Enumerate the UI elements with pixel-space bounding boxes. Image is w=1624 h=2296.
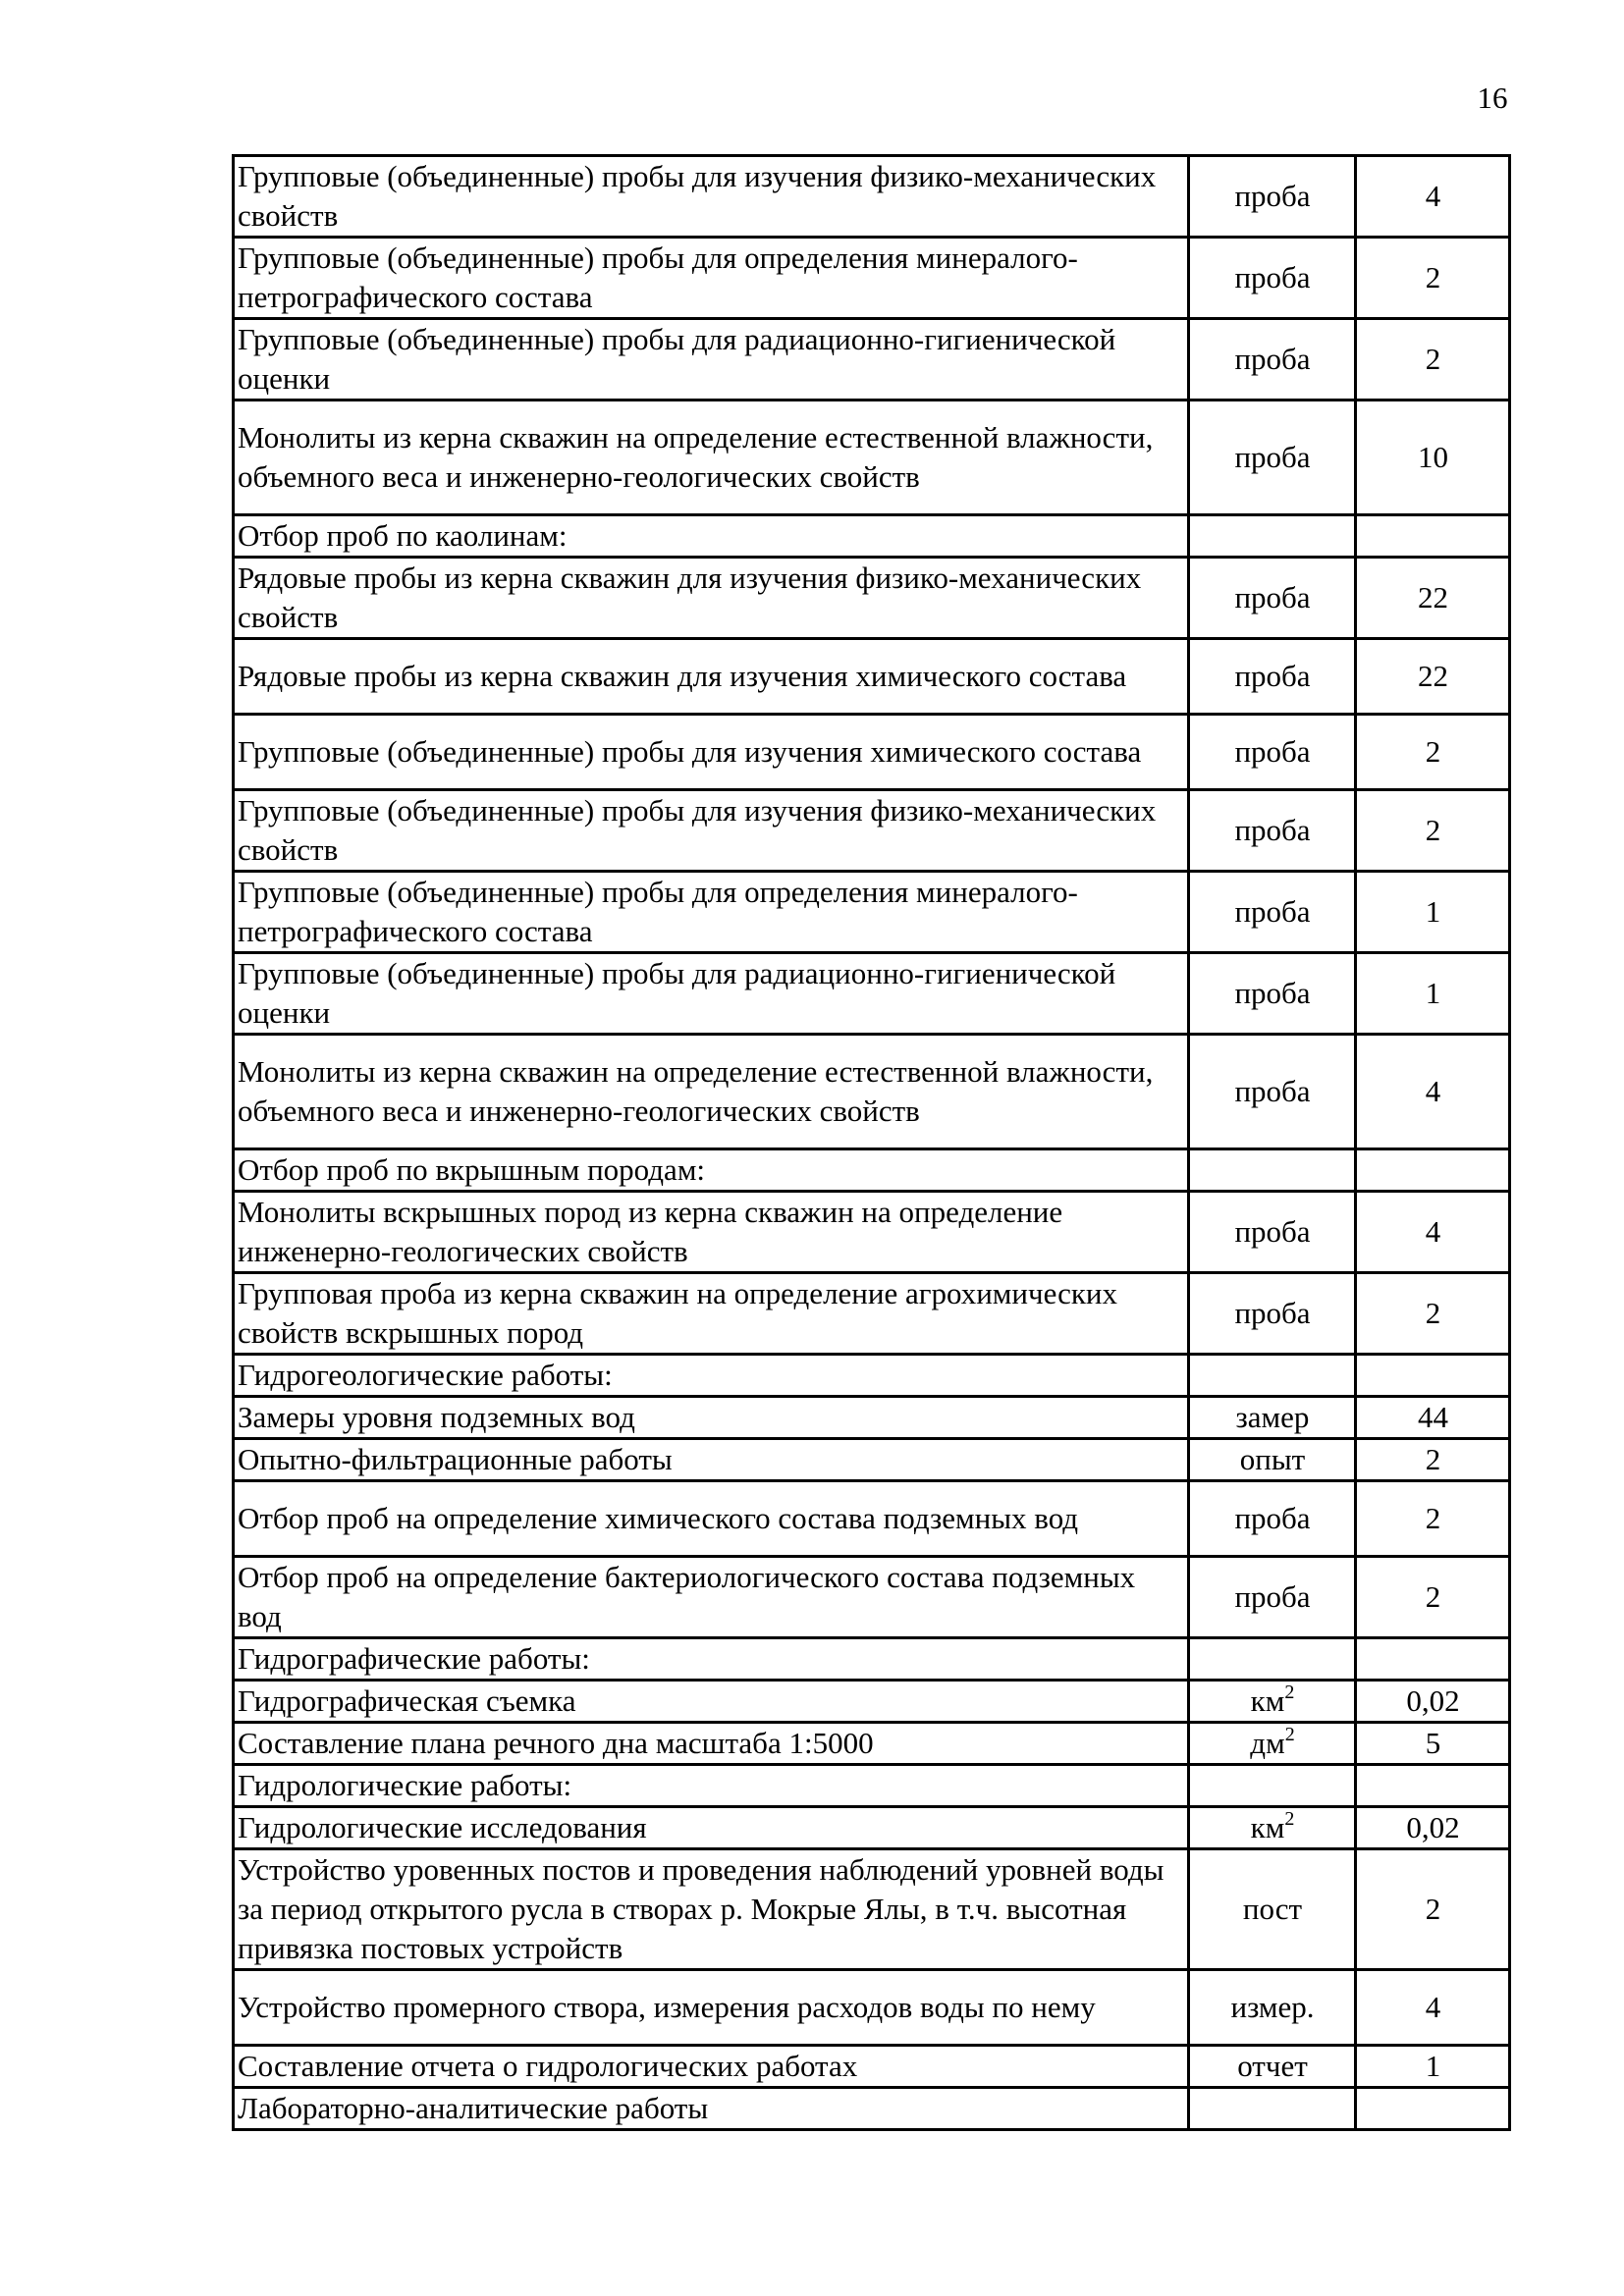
quantity-cell: 1 bbox=[1356, 953, 1510, 1035]
quantity-cell: 4 bbox=[1356, 1192, 1510, 1273]
unit-text: проба bbox=[1234, 976, 1311, 1010]
unit-text: км bbox=[1250, 1810, 1285, 1844]
page-number: 16 bbox=[1477, 80, 1508, 115]
quantity-cell: 22 bbox=[1356, 639, 1510, 715]
work-name-cell: Групповая проба из керна скважин на определение агрохимических свойств вскрышных пород bbox=[234, 1273, 1189, 1355]
quantity-cell: 2 bbox=[1356, 715, 1510, 790]
quantity-cell: 44 bbox=[1356, 1397, 1510, 1439]
unit-text: проба bbox=[1234, 1501, 1311, 1535]
unit-text: проба bbox=[1234, 342, 1311, 376]
quantity-cell bbox=[1356, 515, 1510, 558]
unit-cell bbox=[1189, 872, 1356, 953]
quantity-cell: 2 bbox=[1356, 1849, 1510, 1970]
unit-text: проба bbox=[1234, 659, 1311, 693]
unit-text: проба bbox=[1234, 440, 1311, 474]
work-name-cell: Монолиты из керна скважин на определение естественной влажности, объемного веса и инженерно-геологических свойств bbox=[234, 1035, 1189, 1149]
table-row bbox=[234, 1397, 1510, 1439]
table-row bbox=[234, 1970, 1510, 2046]
table-row bbox=[234, 872, 1510, 953]
table-row bbox=[234, 1557, 1510, 1638]
unit-cell bbox=[1189, 515, 1356, 558]
quantity-cell: 10 bbox=[1356, 400, 1510, 515]
unit-cell bbox=[1189, 400, 1356, 515]
table-row bbox=[234, 1807, 1510, 1849]
table-row bbox=[234, 1681, 1510, 1723]
unit-text: проба bbox=[1234, 1579, 1311, 1614]
table-row bbox=[234, 1439, 1510, 1481]
unit-text: замер bbox=[1235, 1400, 1310, 1434]
quantity-cell: 2 bbox=[1356, 1439, 1510, 1481]
unit-text: дм bbox=[1250, 1726, 1285, 1760]
unit-text: проба bbox=[1234, 1074, 1311, 1108]
unit-cell bbox=[1189, 1035, 1356, 1149]
section-heading-cell: Гидрологические работы: bbox=[234, 1765, 1189, 1807]
unit-text: опыт bbox=[1239, 1442, 1306, 1476]
work-name-cell: Устройство уровенных постов и проведения наблюдений уровней воды за период открытого русла в створах р. Мокрые Ялы, в т.ч. высотная привязка постовых устройств bbox=[234, 1849, 1189, 1970]
quantity-cell: 1 bbox=[1356, 872, 1510, 953]
table-row bbox=[234, 1481, 1510, 1557]
unit-cell bbox=[1189, 1681, 1356, 1723]
work-name-cell: Составление отчета о гидрологических работах bbox=[234, 2046, 1189, 2088]
unit-cell bbox=[1189, 2046, 1356, 2088]
unit-cell bbox=[1189, 1807, 1356, 1849]
unit-text: проба bbox=[1234, 580, 1311, 614]
section-heading-cell: Гидрогеологические работы: bbox=[234, 1355, 1189, 1397]
quantity-cell: 2 bbox=[1356, 238, 1510, 319]
work-name-cell: Групповые (объединенные) пробы для радиационно-гигиенической оценки bbox=[234, 319, 1189, 400]
quantity-cell bbox=[1356, 1765, 1510, 1807]
unit-text: пост bbox=[1242, 1892, 1303, 1926]
table-row bbox=[234, 1273, 1510, 1355]
unit-cell bbox=[1189, 1355, 1356, 1397]
table-row bbox=[234, 1849, 1510, 1970]
unit-text: проба bbox=[1234, 260, 1311, 294]
work-name-cell: Групповые (объединенные) пробы для радиационно-гигиенической оценки bbox=[234, 953, 1189, 1035]
unit-cell bbox=[1189, 156, 1356, 238]
quantity-cell: 0,02 bbox=[1356, 1807, 1510, 1849]
quantity-cell bbox=[1356, 1355, 1510, 1397]
quantity-cell: 2 bbox=[1356, 1273, 1510, 1355]
unit-exponent: 2 bbox=[1284, 1681, 1295, 1703]
work-name-cell: Опытно-фильтрационные работы bbox=[234, 1439, 1189, 1481]
work-name-cell: Составление плана речного дна масштаба 1:5000 bbox=[234, 1723, 1189, 1765]
section-row bbox=[234, 1149, 1510, 1192]
table-row bbox=[234, 1192, 1510, 1273]
work-name-cell: Отбор проб на определение химического состава подземных вод bbox=[234, 1481, 1189, 1557]
table-row bbox=[234, 639, 1510, 715]
work-name-cell: Групповые (объединенные) пробы для изучения физико-механических свойств bbox=[234, 156, 1189, 238]
unit-cell bbox=[1189, 1765, 1356, 1807]
unit-cell bbox=[1189, 1723, 1356, 1765]
work-name-cell: Рядовые пробы из керна скважин для изучения химического состава bbox=[234, 639, 1189, 715]
unit-text: проба bbox=[1234, 179, 1311, 213]
works-table bbox=[232, 154, 1511, 2131]
unit-cell bbox=[1189, 1970, 1356, 2046]
unit-cell bbox=[1189, 953, 1356, 1035]
work-name-cell: Замеры уровня подземных вод bbox=[234, 1397, 1189, 1439]
table-row bbox=[234, 715, 1510, 790]
unit-cell bbox=[1189, 1149, 1356, 1192]
unit-cell bbox=[1189, 1849, 1356, 1970]
table-row bbox=[234, 1035, 1510, 1149]
section-row bbox=[234, 1355, 1510, 1397]
work-name-cell: Гидрографическая съемка bbox=[234, 1681, 1189, 1723]
work-name-cell: Рядовые пробы из керна скважин для изучения физико-механических свойств bbox=[234, 558, 1189, 639]
unit-cell bbox=[1189, 1397, 1356, 1439]
work-name-cell: Групповые (объединенные) пробы для изучения физико-механических свойств bbox=[234, 790, 1189, 872]
unit-cell bbox=[1189, 1439, 1356, 1481]
unit-cell bbox=[1189, 2088, 1356, 2130]
work-name-cell: Групповые (объединенные) пробы для изучения химического состава bbox=[234, 715, 1189, 790]
quantity-cell bbox=[1356, 1149, 1510, 1192]
quantity-cell: 4 bbox=[1356, 1035, 1510, 1149]
table-row bbox=[234, 400, 1510, 515]
table-row bbox=[234, 953, 1510, 1035]
work-name-cell: Монолиты вскрышных пород из керна скважин на определение инженерно-геологических свойств bbox=[234, 1192, 1189, 1273]
unit-cell bbox=[1189, 558, 1356, 639]
unit-text: проба bbox=[1234, 734, 1311, 769]
section-row bbox=[234, 515, 1510, 558]
unit-cell bbox=[1189, 1557, 1356, 1638]
section-heading-cell: Отбор проб по каолинам: bbox=[234, 515, 1189, 558]
unit-cell bbox=[1189, 1481, 1356, 1557]
table-row bbox=[234, 790, 1510, 872]
quantity-cell bbox=[1356, 1638, 1510, 1681]
unit-text: проба bbox=[1234, 1214, 1311, 1249]
unit-text: проба bbox=[1234, 1296, 1311, 1330]
table-row bbox=[234, 1723, 1510, 1765]
section-heading-cell: Гидрографические работы: bbox=[234, 1638, 1189, 1681]
section-row bbox=[234, 1638, 1510, 1681]
table-row bbox=[234, 238, 1510, 319]
unit-text: проба bbox=[1234, 894, 1311, 929]
unit-cell bbox=[1189, 1638, 1356, 1681]
unit-text: км bbox=[1250, 1683, 1285, 1718]
work-name-cell: Отбор проб на определение бактериологического состава подземных вод bbox=[234, 1557, 1189, 1638]
quantity-cell: 2 bbox=[1356, 790, 1510, 872]
table-row bbox=[234, 156, 1510, 238]
unit-exponent: 2 bbox=[1284, 1723, 1295, 1745]
quantity-cell: 1 bbox=[1356, 2046, 1510, 2088]
quantity-cell: 22 bbox=[1356, 558, 1510, 639]
unit-cell bbox=[1189, 1273, 1356, 1355]
work-name-cell: Групповые (объединенные) пробы для определения минералого-петрографического состава bbox=[234, 872, 1189, 953]
unit-cell bbox=[1189, 238, 1356, 319]
unit-text: измер. bbox=[1230, 1990, 1315, 2024]
unit-text: отчет bbox=[1237, 2049, 1308, 2083]
quantity-cell: 4 bbox=[1356, 156, 1510, 238]
table-row bbox=[234, 319, 1510, 400]
quantity-cell: 5 bbox=[1356, 1723, 1510, 1765]
section-heading-cell: Лабораторно-аналитические работы bbox=[234, 2088, 1189, 2130]
unit-cell bbox=[1189, 319, 1356, 400]
section-heading-cell: Отбор проб по вкрышным породам: bbox=[234, 1149, 1189, 1192]
quantity-cell: 2 bbox=[1356, 1557, 1510, 1638]
work-name-cell: Монолиты из керна скважин на определение естественной влажности, объемного веса и инженерно-геологических свойств bbox=[234, 400, 1189, 515]
unit-cell bbox=[1189, 1192, 1356, 1273]
quantity-cell: 2 bbox=[1356, 319, 1510, 400]
quantity-cell: 2 bbox=[1356, 1481, 1510, 1557]
quantity-cell bbox=[1356, 2088, 1510, 2130]
work-name-cell: Гидрологические исследования bbox=[234, 1807, 1189, 1849]
quantity-cell: 4 bbox=[1356, 1970, 1510, 2046]
unit-exponent: 2 bbox=[1284, 1807, 1295, 1830]
table-row bbox=[234, 558, 1510, 639]
quantity-cell: 0,02 bbox=[1356, 1681, 1510, 1723]
unit-text: проба bbox=[1234, 813, 1311, 847]
unit-cell bbox=[1189, 790, 1356, 872]
unit-cell bbox=[1189, 639, 1356, 715]
table-row bbox=[234, 2046, 1510, 2088]
section-row bbox=[234, 2088, 1510, 2130]
work-name-cell: Групповые (объединенные) пробы для определения минералого-петрографического состава bbox=[234, 238, 1189, 319]
unit-cell bbox=[1189, 715, 1356, 790]
section-row bbox=[234, 1765, 1510, 1807]
work-name-cell: Устройство промерного створа, измерения расходов воды по нему bbox=[234, 1970, 1189, 2046]
